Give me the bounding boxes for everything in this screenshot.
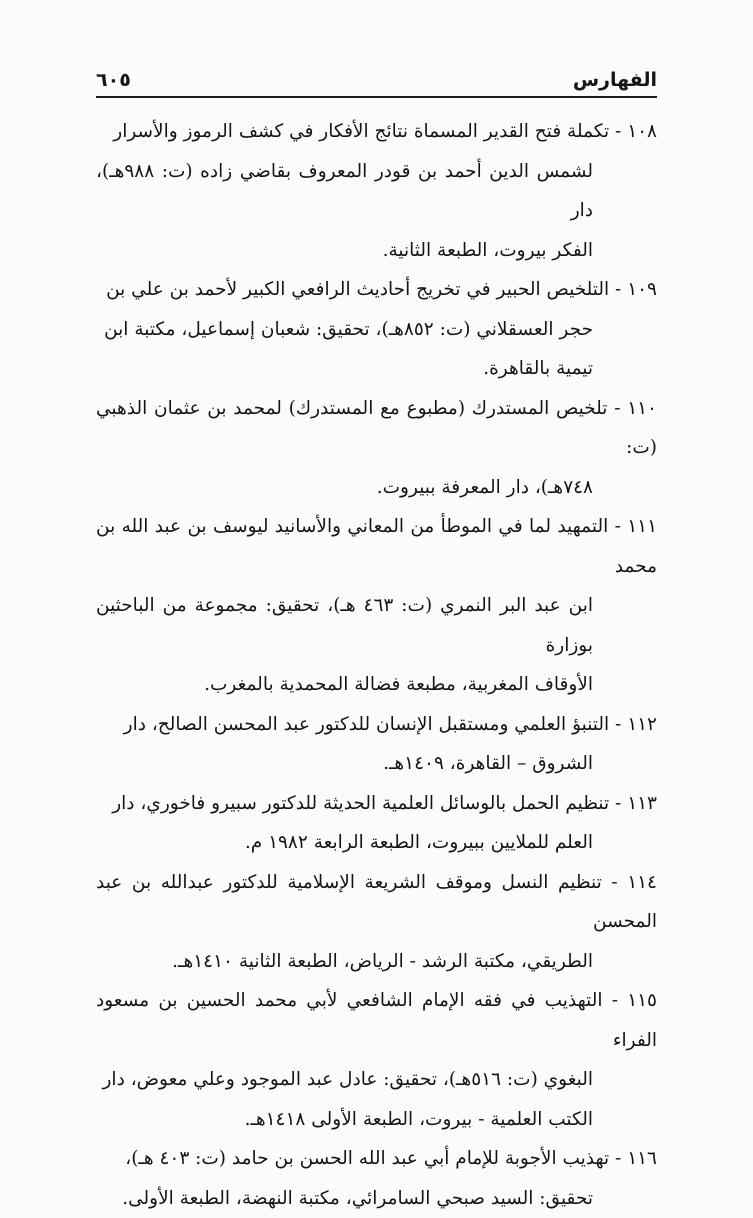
entry-line: الطريقي، مكتبة الرشد - الرياض، الطبعة الثانية ١٤١٠هـ. — [96, 942, 657, 982]
bibliography-entry — [96, 1139, 657, 1218]
entry-line: العلم للملايين ببيروت، الطبعة الرابعة ١٩٨٢ م. — [96, 823, 657, 863]
entry-line: الأوقاف المغربية، مطبعة فضالة المحمدية بالمغرب. — [96, 665, 657, 705]
entry-number: ١٠٨ - — [609, 121, 657, 142]
page-number: ٦٠٥ — [96, 68, 131, 92]
entry-number: ١١١ - — [608, 516, 657, 537]
entry-line: الكتب العلمية - بيروت، الطبعة الأولى ١٤١٨هـ. — [96, 1100, 657, 1140]
bibliography-entry — [96, 784, 657, 863]
entry-line: تنظيم النسل وموقف الشريعة الإسلامية للدكتور عبدالله بن عبد المحسن — [96, 872, 657, 933]
bibliography-entry — [96, 863, 657, 982]
entry-number: ١١٢ - — [609, 714, 657, 735]
bibliography-entry — [96, 389, 657, 508]
entry-line: الشروق – القاهرة، ١٤٠٩هـ. — [96, 744, 657, 784]
entry-line: التلخيص الحبير في تخريج أحاديث الرافعي الكبير لأحمد بن علي بن — [106, 279, 609, 300]
entry-line: تلخيص المستدرك (مطبوع مع المستدرك) لمحمد بن عثمان الذهبي (ت: — [96, 398, 657, 459]
entry-line: تنظيم الحمل بالوسائل العلمية الحديثة للدكتور سبيرو فاخوري، دار — [112, 793, 609, 814]
page-header — [96, 64, 657, 98]
entry-line: حجر العسقلاني (ت: ٨٥٢هـ)، تحقيق: شعبان إسماعيل، مكتبة ابن — [96, 310, 657, 350]
entry-line: ٧٤٨هـ)، دار المعرفة ببيروت. — [96, 468, 657, 508]
entry-line: التمهيد لما في الموطأ من المعاني والأسانيد ليوسف بن عبد الله بن محمد — [96, 516, 657, 577]
entry-number: ١١٠ - — [607, 398, 657, 419]
entry-number: ١١٣ - — [609, 793, 657, 814]
bibliography-entry — [96, 270, 657, 389]
entry-line: تحقيق: السيد صبحي السامرائي، مكتبة النهضة، الطبعة الأولى. — [96, 1179, 657, 1218]
entry-number: ١٠٩ - — [609, 279, 657, 300]
entry-line: البغوي (ت: ٥١٦هـ)، تحقيق: عادل عبد الموجود وعلي معوض، دار — [96, 1060, 657, 1100]
entry-number: ١١٤ - — [602, 872, 657, 893]
bibliography-entry — [96, 705, 657, 784]
entry-number: ١١٥ - — [603, 990, 657, 1011]
entry-line: تيمية بالقاهرة. — [96, 349, 657, 389]
entry-line: لشمس الدين أحمد بن قودر المعروف بقاضي زاده (ت: ٩٨٨هـ)، دار — [96, 152, 657, 231]
bibliography-list — [96, 112, 657, 1218]
entry-number: ١١٦ - — [609, 1148, 657, 1169]
bibliography-entry — [96, 112, 657, 270]
header-divider — [96, 96, 657, 98]
entry-line: ابن عبد البر النمري (ت: ٤٦٣ هـ)، تحقيق: مجموعة من الباحثين بوزارة — [96, 586, 657, 665]
entry-line: التنبؤ العلمي ومستقبل الإنسان للدكتور عبد المحسن الصالح، دار — [124, 714, 610, 735]
bibliography-entry — [96, 507, 657, 705]
entry-line: الفكر بيروت، الطبعة الثانية. — [96, 231, 657, 271]
entry-line: تكملة فتح القدير المسماة نتائج الأفكار في كشف الرموز والأسرار — [113, 121, 609, 142]
entry-line: تهذيب الأجوبة للإمام أبي عبد الله الحسن بن حامد (ت: ٤٠٣ هـ)، — [125, 1148, 609, 1169]
section-title: الفهارس — [573, 68, 657, 92]
bibliography-entry — [96, 981, 657, 1139]
entry-line: التهذيب في فقه الإمام الشافعي لأبي محمد الحسين بن مسعود الفراء — [96, 990, 657, 1051]
